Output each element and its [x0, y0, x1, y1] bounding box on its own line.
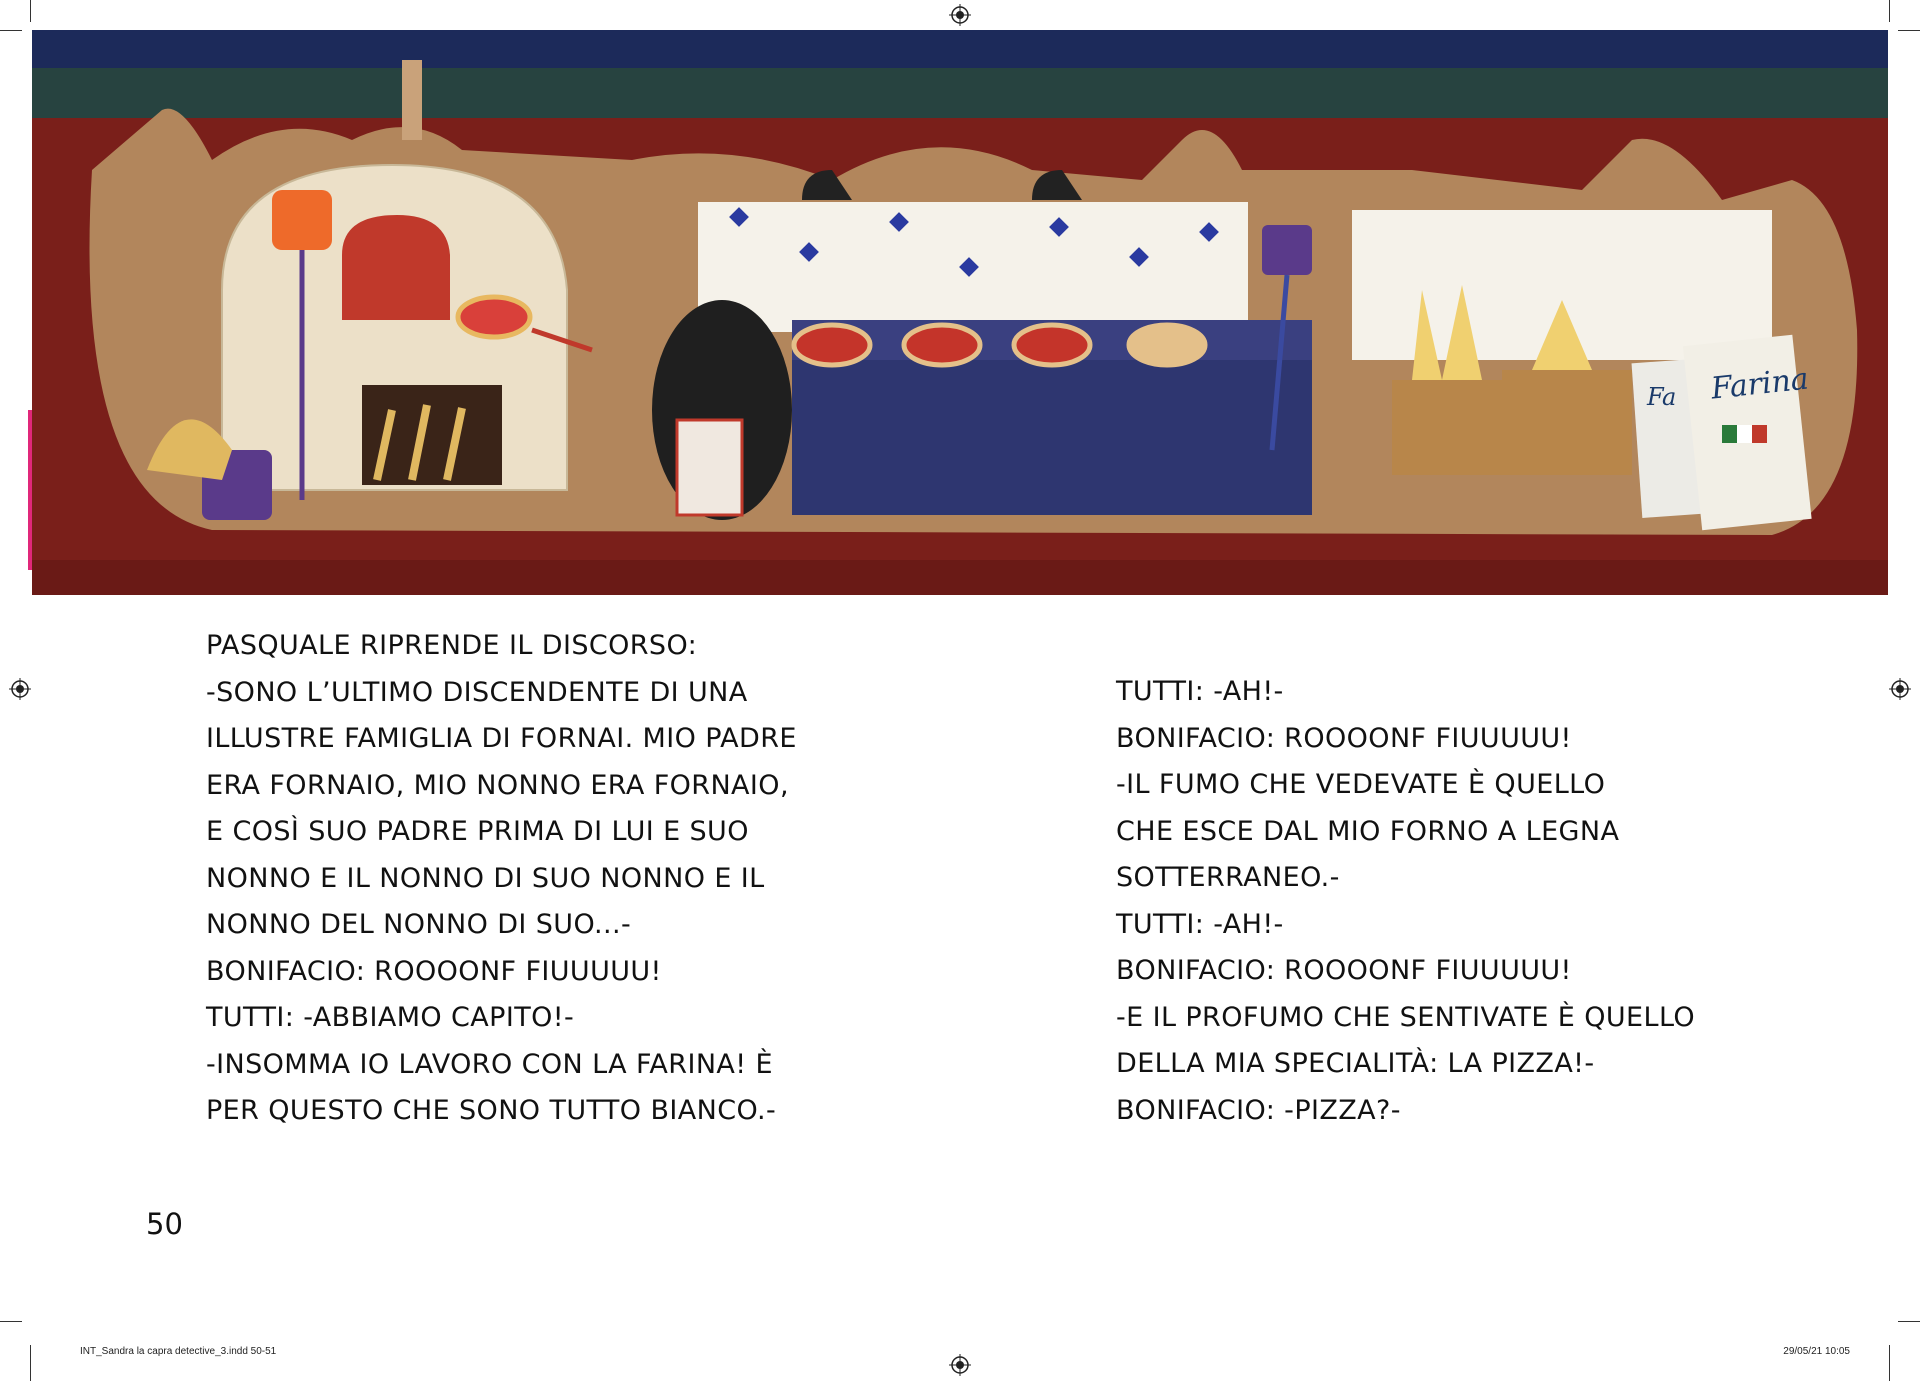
- flour-sacks: [1632, 335, 1812, 530]
- chimney: [402, 60, 422, 140]
- flour-sack-back-label: Fa: [1647, 383, 1677, 411]
- text-line: -INSOMMA IO LAVORO CON LA FARINA! È: [206, 1048, 773, 1080]
- registration-mark-top: [949, 4, 971, 26]
- flour-sack-front-label: Farina: [1709, 361, 1811, 407]
- registration-mark-left: [9, 678, 31, 700]
- text-line: PER QUESTO CHE SONO TUTTO BIANCO.-: [206, 1095, 777, 1126]
- mole-baker: [652, 300, 792, 520]
- text-line: -IL FUMO CHE VEDEVATE È QUELLO: [1116, 769, 1606, 800]
- crop-mark: [1889, 1345, 1890, 1381]
- text-line: BONIFACIO: ROOOONF FIUUUUU!: [206, 955, 662, 987]
- right-text-column: [1116, 669, 1695, 1134]
- text-line: TUTTI: -AH!-: [1116, 676, 1284, 707]
- text-line: -E IL PROFUMO CHE SENTIVATE È QUELLO: [1116, 1001, 1696, 1033]
- crop-mark: [0, 30, 22, 31]
- crop-mark: [30, 1345, 31, 1381]
- crop-mark: [30, 0, 31, 22]
- text-line: BONIFACIO: -PIZZA?-: [1116, 1094, 1401, 1126]
- bleed-mark: [28, 410, 32, 570]
- page-number: 50: [146, 1207, 183, 1241]
- crop-mark: [0, 1321, 22, 1322]
- crop-mark: [1898, 1321, 1920, 1322]
- text-line: NONNO DEL NONNO DI SUO...-: [206, 909, 632, 940]
- text-line: DELLA MIA SPECIALITÀ: LA PIZZA!-: [1116, 1048, 1595, 1079]
- text-line: CHE ESCE DAL MIO FORNO A LEGNA: [1116, 815, 1620, 847]
- text-line: E COSÌ SUO PADRE PRIMA DI LUI E SUO: [206, 816, 749, 847]
- text-line: -SONO L’ULTIMO DISCENDENTE DI UNA: [206, 676, 748, 708]
- text-line: SOTTERRANEO.-: [1116, 862, 1340, 893]
- text-line: ILLUSTRE FAMIGLIA DI FORNAI. MIO PADRE: [206, 723, 797, 754]
- crop-mark: [1889, 0, 1890, 22]
- slug-date: 29/05/21 10:05: [1783, 1346, 1850, 1357]
- pizza-in-oven: [458, 297, 530, 337]
- counter-cabinet: [792, 360, 1312, 515]
- checkered-apron: [677, 420, 742, 515]
- crop-mark: [1898, 30, 1920, 31]
- text-line: PASQUALE RIPRENDE IL DISCORSO:: [206, 630, 698, 661]
- text-line: NONNO E IL NONNO DI SUO NONNO E IL: [206, 862, 765, 894]
- slug-filename: INT_Sandra la capra detective_3.indd 50-51: [80, 1346, 277, 1357]
- left-text-column: [206, 623, 797, 1135]
- text-line: BONIFACIO: ROOOONF FIUUUUU!: [1116, 722, 1572, 754]
- text-line: ERA FORNAIO, MIO NONNO ERA FORNAIO,: [206, 769, 789, 801]
- registration-mark-bottom: [949, 1354, 971, 1376]
- bakery-illustration: [32, 30, 1888, 595]
- registration-mark-right: [1889, 678, 1911, 700]
- text-line: TUTTI: -ABBIAMO CAPITO!-: [206, 1002, 575, 1033]
- oven-mouth: [342, 215, 450, 320]
- text-line: BONIFACIO: ROOOONF FIUUUUU!: [1116, 955, 1572, 986]
- text-line: TUTTI: -AH!-: [1116, 908, 1284, 940]
